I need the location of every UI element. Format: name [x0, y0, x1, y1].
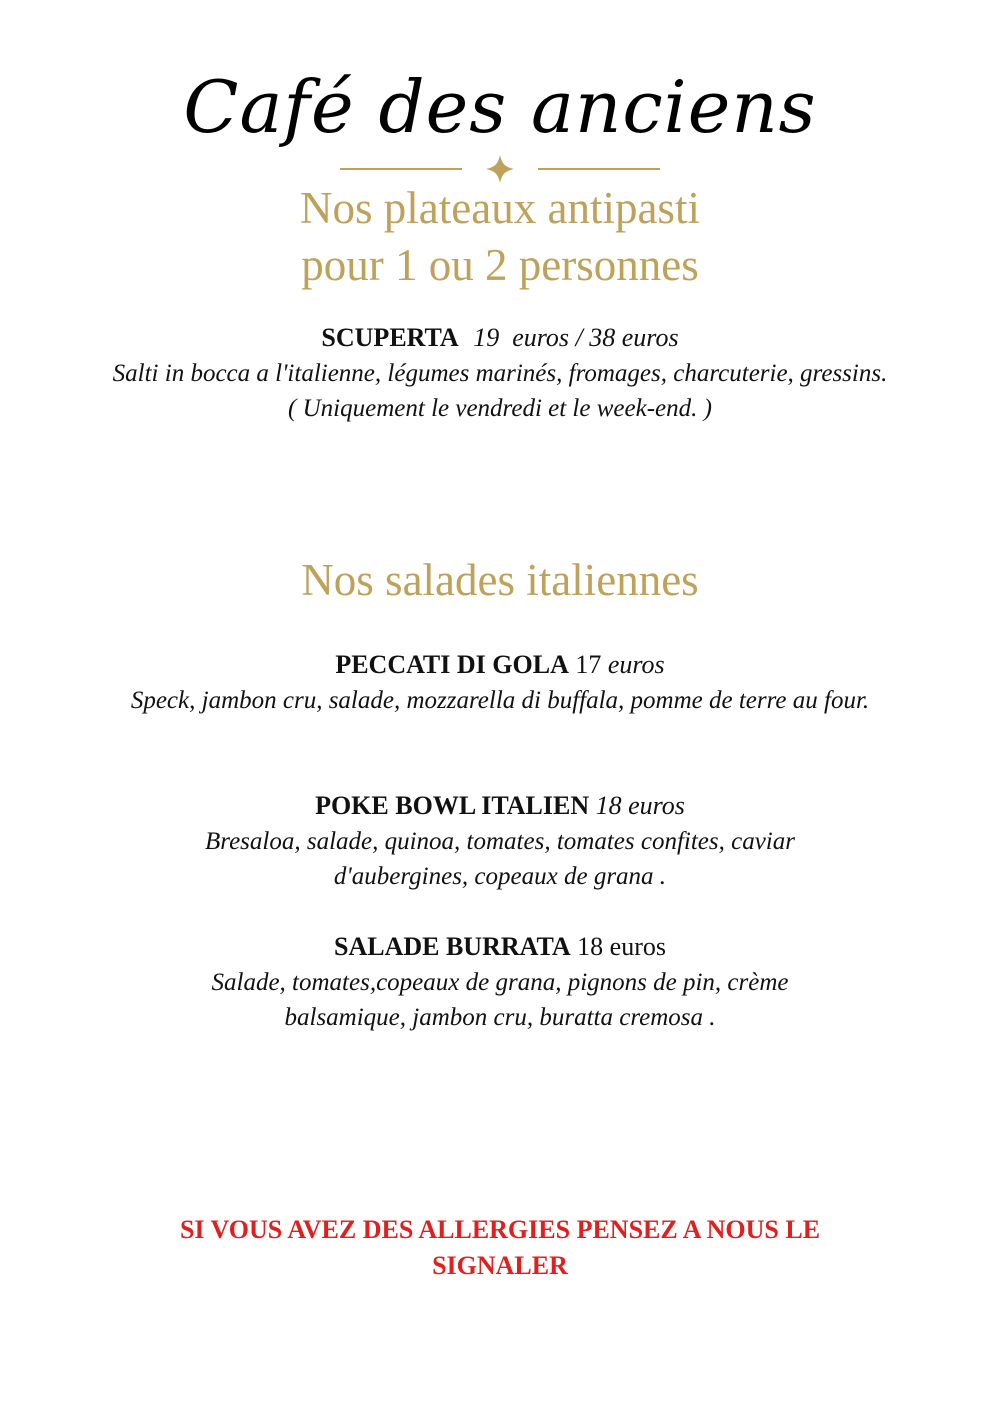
- antipasti-heading-line1: Nos plateaux antipasti: [300, 183, 700, 233]
- antipasti-heading: [0, 180, 1000, 294]
- menu-item-description: Bresaloa, salade, quinoa, tomates, tomates confites, caviar d'aubergines, copeaux de grana .: [205, 828, 795, 890]
- menu-item-name: SCUPERTA: [321, 323, 459, 352]
- antipasti-heading-line2: pour 1 ou 2 personnes: [301, 240, 699, 290]
- menu-item-name: PECCATI DI GOLA: [335, 650, 569, 679]
- menu-item-price: 18 euros: [577, 932, 666, 961]
- menu-item-poke-bowl-italien: [100, 788, 900, 894]
- restaurant-title: Café des anciens: [183, 65, 817, 149]
- menu-item-note: ( Uniquement le vendredi et le week-end. ): [288, 395, 712, 422]
- menu-item-price: 19 euros / 38 euros: [473, 323, 679, 352]
- menu-item-price-unit: euros: [607, 650, 665, 679]
- menu-item-price-number: 17: [575, 650, 602, 679]
- menu-item-scuperta: [100, 320, 900, 426]
- menu-item-name: SALADE BURRATA: [333, 932, 571, 961]
- menu-item-peccati-di-gola: [100, 647, 900, 718]
- menu-item-name: POKE BOWL ITALIEN: [315, 791, 590, 820]
- salades-heading: Nos salades italiennes: [301, 555, 699, 605]
- menu-item-description: Salade, tomates,copeaux de grana, pignons de pin, crème balsamique, jambon cru, buratta cremosa .: [211, 969, 789, 1031]
- menu-item-header: [100, 929, 900, 965]
- allergy-notice: SI VOUS AVEZ DES ALLERGIES PENSEZ A NOUS LE SIGNALER: [179, 1215, 821, 1280]
- menu-item-header: [100, 320, 900, 356]
- menu-item-description: Speck, jambon cru, salade, mozzarella di buffala, pomme de terre au four.: [130, 687, 870, 714]
- menu-item-header: [100, 788, 900, 824]
- menu-item-salade-burrata: [100, 929, 900, 1035]
- menu-item-description: Salti in bocca a l'italienne, légumes marinés, fromages, charcuterie, gressins.: [112, 360, 888, 387]
- menu-item-price: 18 euros: [595, 791, 685, 820]
- menu-item-header: [100, 647, 900, 683]
